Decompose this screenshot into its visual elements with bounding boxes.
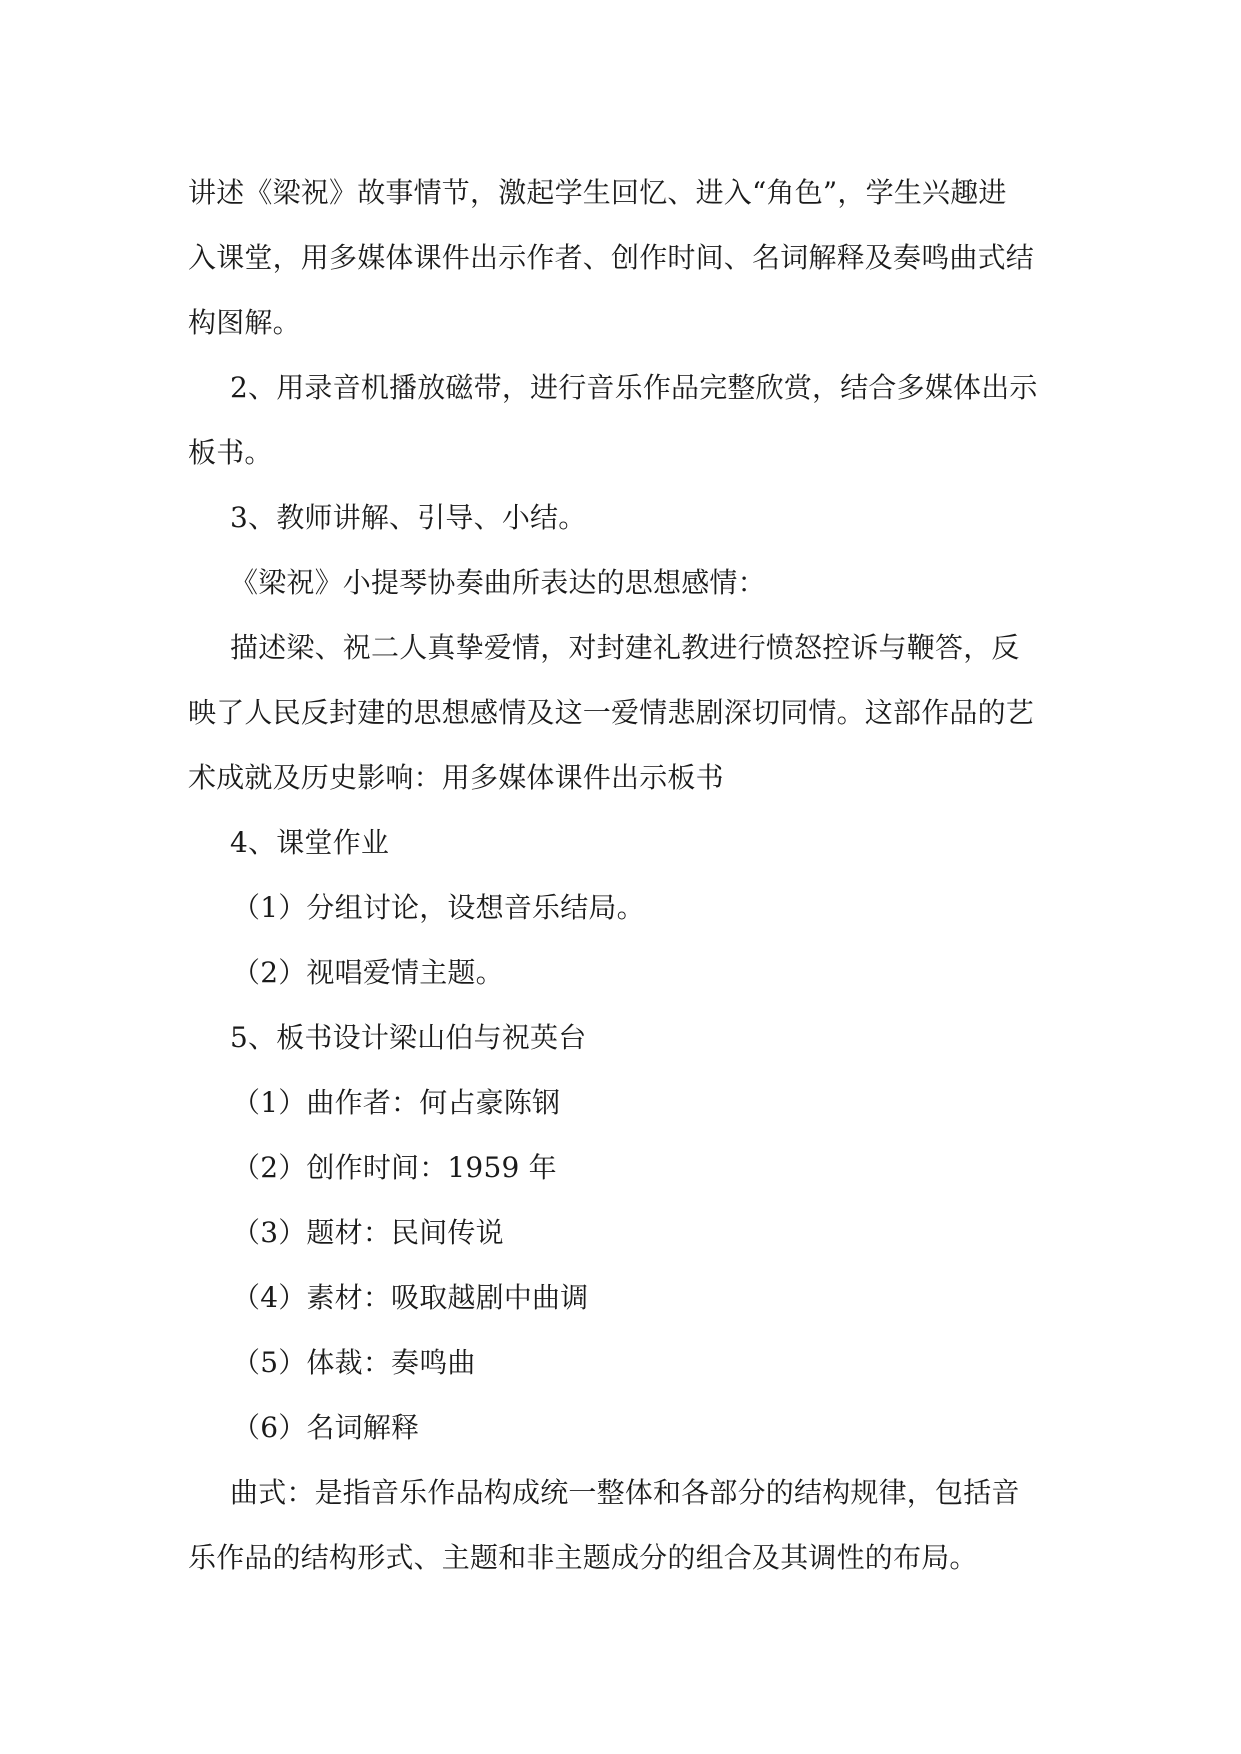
- body-line: （3）题材：民间传说: [232, 1216, 504, 1249]
- body-line: 5、板书设计梁山伯与祝英台: [230, 1021, 587, 1054]
- body-line: （1）曲作者：何占豪陈钢: [232, 1086, 561, 1119]
- body-line: （6）名词解释: [232, 1411, 420, 1444]
- body-line: 描述梁、祝二人真挚爱情，对封建礼教进行愤怒控诉与鞭答，反: [230, 631, 1020, 664]
- body-line: 2、用录音机播放磁带，进行音乐作品完整欣赏，结合多媒体出示: [230, 371, 1038, 404]
- document-body: [188, 160, 1058, 1590]
- body-line: 讲述《梁祝》故事情节，激起学生回忆、进入“角色”，学生兴趣进: [188, 176, 1007, 209]
- body-line: 3、教师讲解、引导、小结。: [230, 501, 587, 534]
- body-line: 乐作品的结构形式、主题和非主题成分的组合及其调性的布局。: [188, 1541, 978, 1574]
- body-line: （4）素材：吸取越剧中曲调: [232, 1281, 589, 1314]
- body-line: 4、课堂作业: [230, 826, 390, 859]
- body-line: 板书。: [188, 436, 273, 469]
- body-line: 术成就及历史影响：用多媒体课件出示板书: [188, 761, 724, 794]
- body-line: （2）创作时间：1959 年: [232, 1151, 557, 1184]
- body-line: （5）体裁：奏鸣曲: [232, 1346, 476, 1379]
- body-line: 入课堂，用多媒体课件出示作者、创作时间、名词解释及奏鸣曲式结: [188, 241, 1035, 274]
- body-line: 构图解。: [188, 306, 301, 339]
- body-line: 《梁祝》小提琴协奏曲所表达的思想感情：: [230, 566, 766, 599]
- body-line: 曲式：是指音乐作品构成统一整体和各部分的结构规律，包括音: [230, 1476, 1020, 1509]
- body-line: （1）分组讨论，设想音乐结局。: [232, 891, 645, 924]
- body-line: 映了人民反封建的思想感情及这一爱情悲剧深切同情。这部作品的艺: [188, 696, 1035, 729]
- body-line: （2）视唱爱情主题。: [232, 956, 504, 989]
